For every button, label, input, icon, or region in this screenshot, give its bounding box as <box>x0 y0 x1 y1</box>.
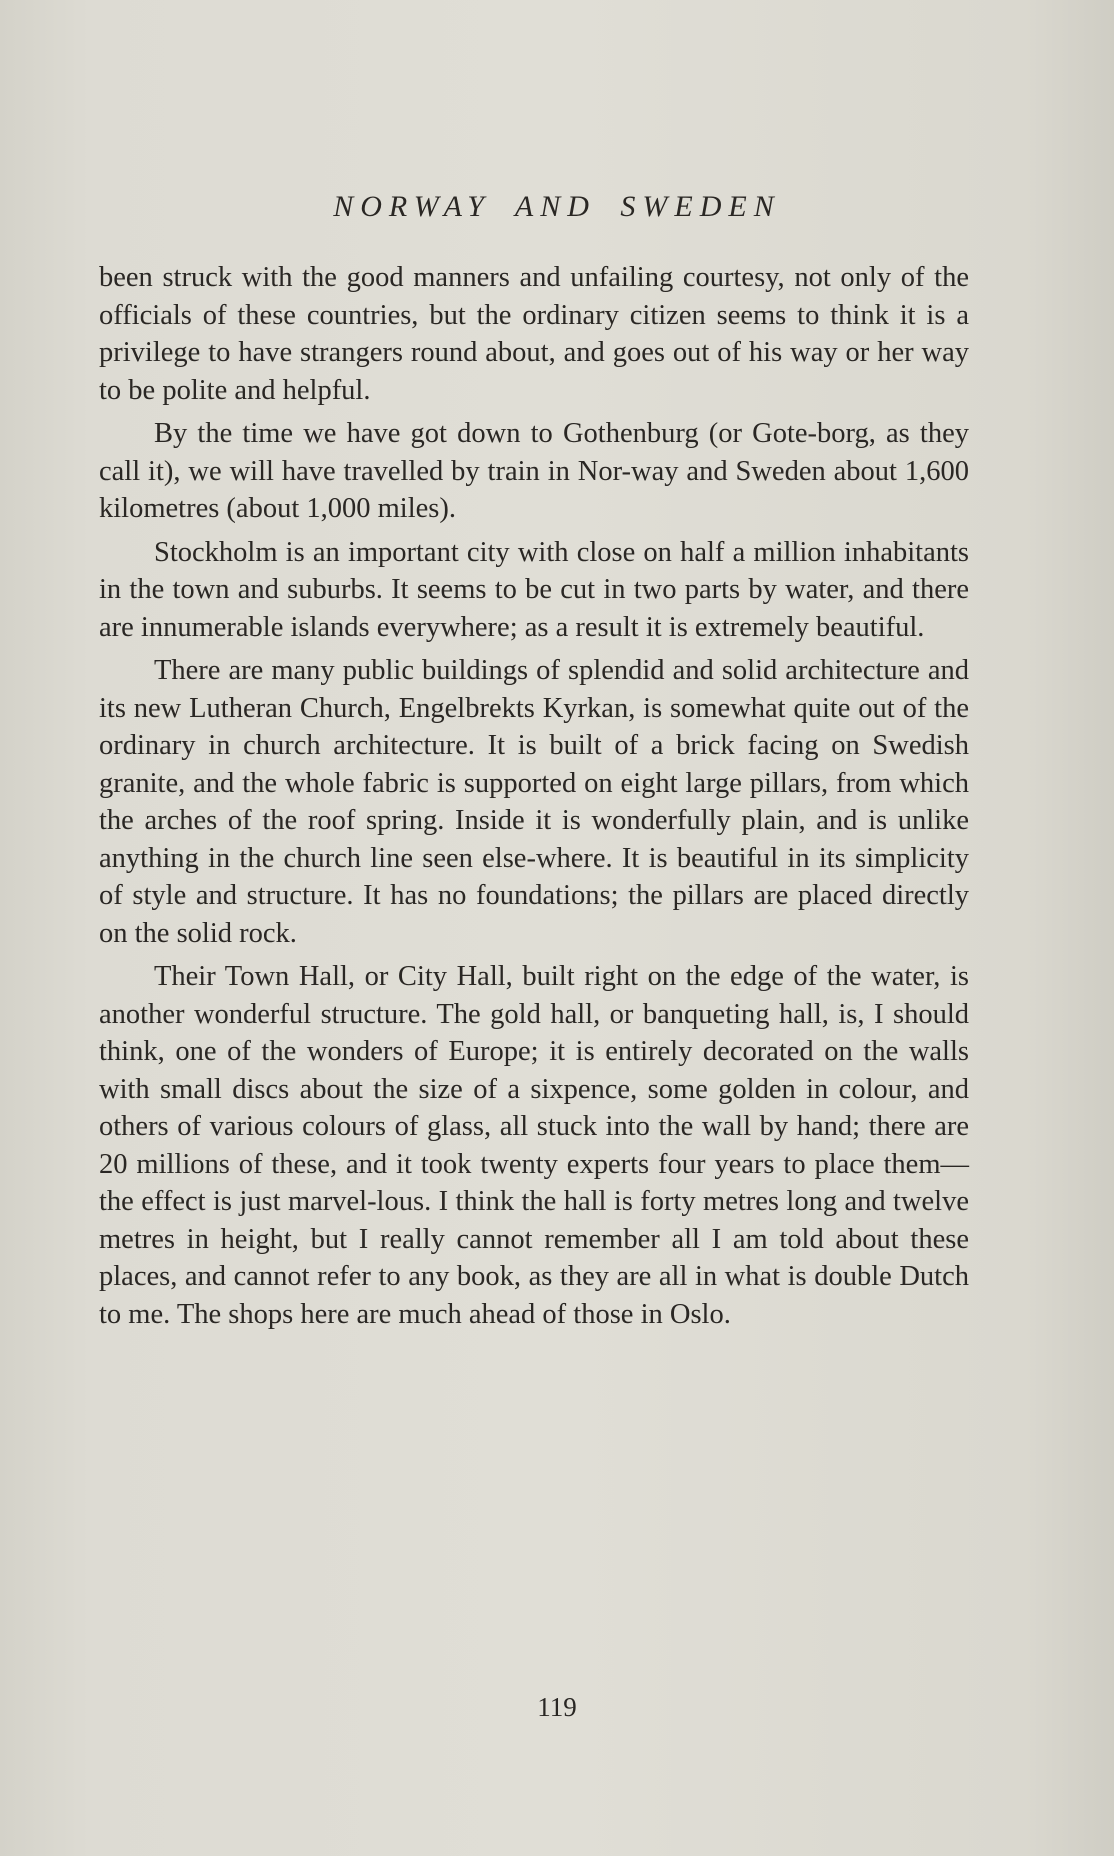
paragraph-gothenburg: By the time we have got down to Gothenburg (or Gote-borg, as they call it), we will have travelled by train in Nor-way and Sweden about 1,600 kilometres (about 1,000 miles). <box>99 418 969 524</box>
running-head: NORWAY AND SWEDEN <box>333 190 781 223</box>
paragraph-town-hall: Their Town Hall, or City Hall, built right on the edge of the water, is another wonderful structure. The gold hall, or banqueting hall, is, I should think, one of the wonders of Europe; it is entirely decorated on the walls with small discs about the size of a sixpence, some golden in colour, and others of various colours of glass, all stuck into the wall by hand; there are 20 millions of these, and it took twenty experts four years to place them—the effect is just marvel-lous. I think the hall is forty metres long and twelve metres in height, but I really cannot remember all I am told about these places, and cannot refer to any book, as they are all in what is double Dutch to me. The shops here are much ahead of those in Oslo. <box>99 961 969 1330</box>
page-number: 119 <box>537 1692 577 1722</box>
body-text <box>99 259 969 1339</box>
paragraph-stockholm: Stockholm is an important city with close on half a million inhabitants in the town and suburbs. It seems to be cut in two parts by water, and there are innumerable islands everywhere; as a result it is extremely beautiful. <box>99 536 969 643</box>
paragraph-courtesy: been struck with the good manners and unfailing courtesy, not only of the officials of these countries, but the ordinary citizen seems to think it is a privilege to have strangers round about, and goes out of his way or her way to be polite and helpful. <box>99 262 969 406</box>
paragraph-church: There are many public buildings of splendid and solid architecture and its new Lutheran Church, Engelbrekts Kyrkan, is somewhat quite out of the ordinary in church architecture. It is built of a brick facing on Swedish granite, and the whole fabric is supported on eight large pillars, from which the arches of the roof spring. Inside it is wonderfully plain, and is unlike anything in the church line seen else-where. It is beautiful in its simplicity of style and structure. It has no foundations; the pillars are placed directly on the solid rock. <box>99 655 969 949</box>
